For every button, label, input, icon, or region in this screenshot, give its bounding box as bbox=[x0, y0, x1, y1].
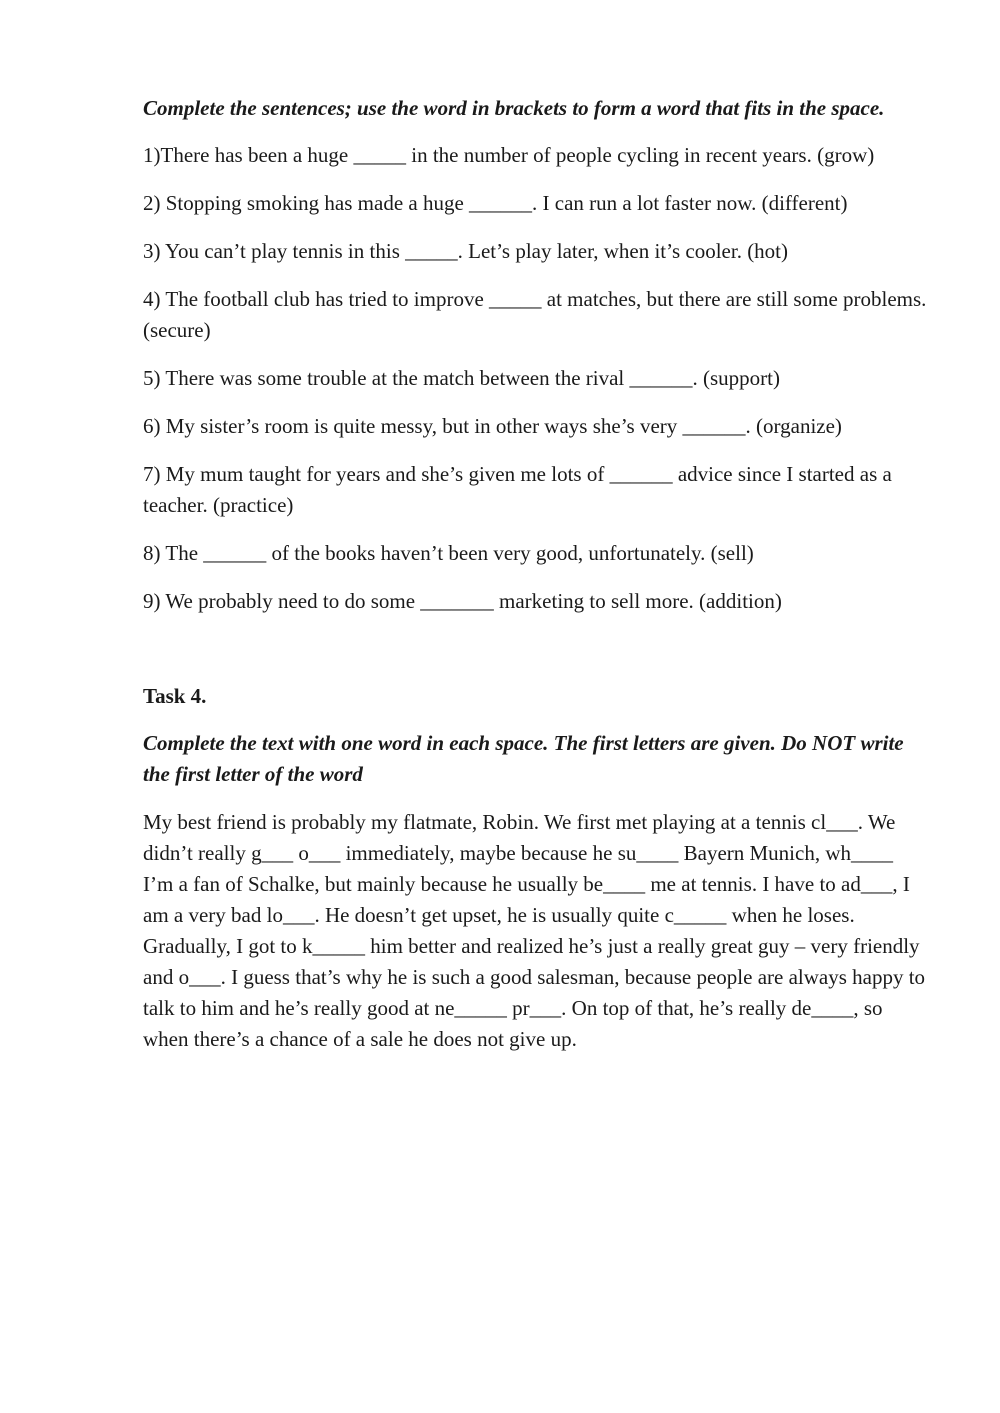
sentence-1: 1)There has been a huge _____ in the number of people cycling in recent years. (grow) bbox=[143, 143, 875, 167]
sentence-4: 4) The football club has tried to improve _____ at matches, but there are still some problems. (secure) bbox=[143, 287, 927, 342]
sentence-6: 6) My sister’s room is quite messy, but in other ways she’s very ______. (organize) bbox=[143, 414, 842, 438]
sentence-3: 3) You can’t play tennis in this _____. Let’s play later, when it’s cooler. (hot) bbox=[143, 239, 789, 263]
task-heading: Task 4. bbox=[143, 684, 207, 708]
section1-instruction: Complete the sentences; use the word in brackets to form a word that fits in the space. bbox=[143, 96, 885, 120]
sentence-5: 5) There was some trouble at the match between the rival ______. (support) bbox=[143, 366, 781, 390]
sentence-8: 8) The ______ of the books haven’t been very good, unfortunately. (sell) bbox=[143, 541, 754, 565]
worksheet-page bbox=[143, 93, 928, 1055]
sentence-2: 2) Stopping smoking has made a huge ______. I can run a lot faster now. (different) bbox=[143, 191, 848, 215]
gap-fill-text: My best friend is probably my flatmate, Robin. We first met playing at a tennis cl___. We didn’t really g___ o___ immediately, maybe because he su____ Bayern Munich, wh____ I’m a fan of Schalke, but mainly because he usually be____ me at tennis. I have to ad___, I am a very bad lo___. He doesn’t get upset, he is usually quite c_____ when he loses. Gradually, I got to k_____ him better and realized he’s just a really great guy – very friendly and o___. I guess that’s why he is such a good salesman, because people are always happy to talk to him and he’s really good at ne_____ pr___. On top of that, he’s really de____, so when there’s a chance of a sale he does not give up. bbox=[143, 810, 926, 1051]
section2-instruction: Complete the text with one word in each space. The first letters are given. Do NOT write the first letter of the word bbox=[143, 731, 904, 786]
sentence-7: 7) My mum taught for years and she’s given me lots of ______ advice since I started as a teacher. (practice) bbox=[143, 462, 892, 517]
sentence-9: 9) We probably need to do some _______ marketing to sell more. (addition) bbox=[143, 589, 782, 613]
